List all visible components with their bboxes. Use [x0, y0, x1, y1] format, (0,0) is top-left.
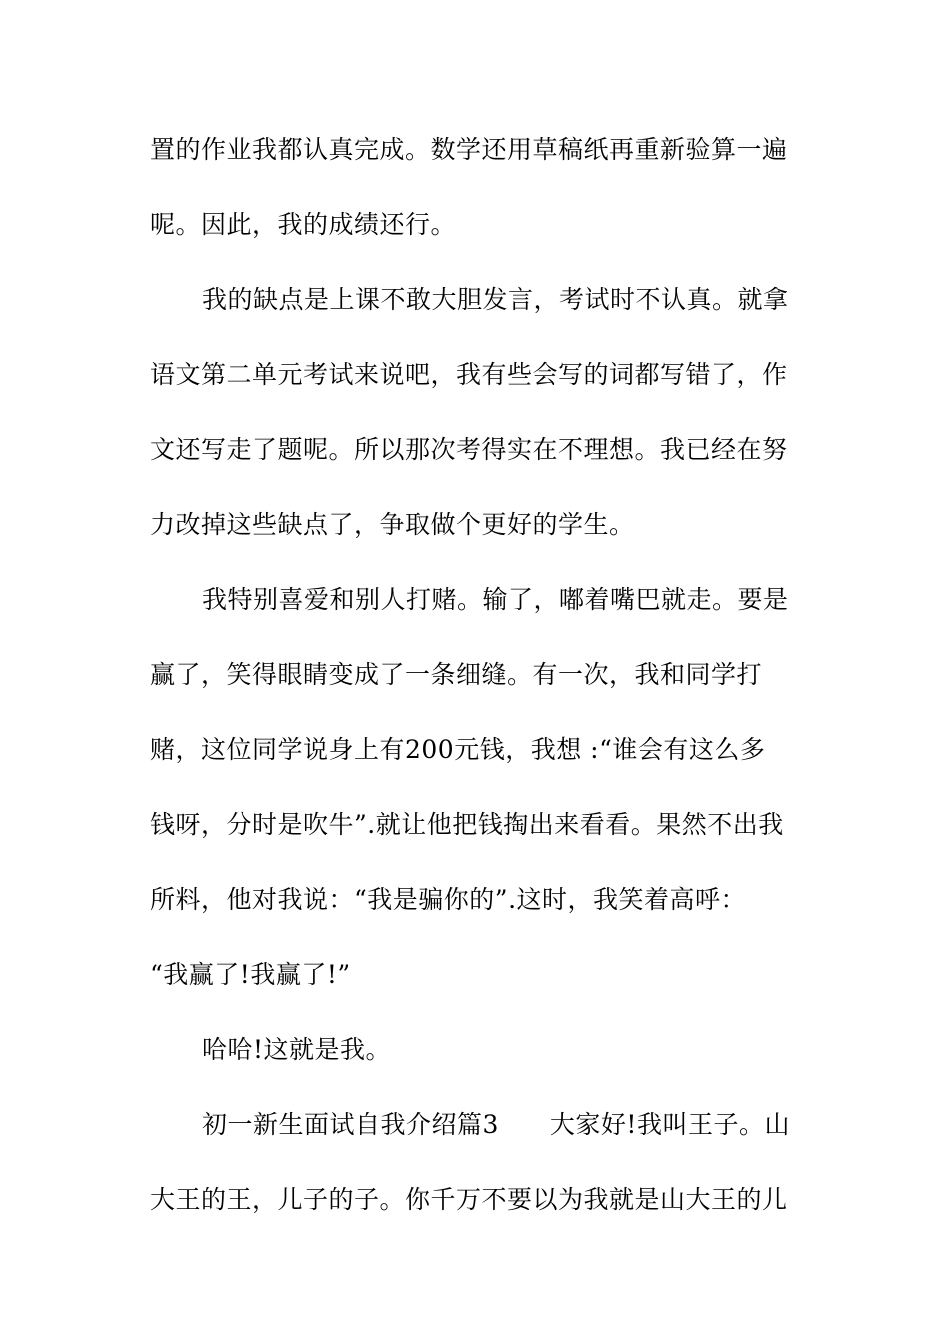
text-line: 所料，他对我说：“我是骗你的”.这时，我笑着高呼： [150, 885, 747, 914]
paragraph-start-line: 我的缺点是上课不敢大胆发言，考试时不认真。就拿 [202, 285, 789, 314]
text-line: “我赢了!我赢了!” [150, 960, 351, 989]
text-line: 大王的王，儿子的子。你千万不要以为我就是山大王的儿 [150, 1185, 788, 1214]
paragraph-start-line: 初一新生面试自我介绍篇3 大家好!我叫王子。山 [202, 1110, 790, 1139]
text-line: 赢了，笑得眼睛变成了一条细缝。有一次，我和同学打 [150, 660, 763, 689]
text-line: 置的作业我都认真完成。数学还用草稿纸再重新验算一遍 [150, 135, 788, 164]
paragraph-start-line: 哈哈!这就是我。 [202, 1035, 392, 1064]
text-line: 钱呀，分时是吹牛”.就让他把钱掏出来看看。果然不出我 [150, 810, 784, 839]
paragraph-start-line: 我特别喜爱和别人打赌。输了，嘟着嘴巴就走。要是 [202, 585, 789, 614]
text-line: 文还写走了题呢。所以那次考得实在不理想。我已经在努 [150, 435, 788, 464]
text-line: 赌，这位同学说身上有200元钱，我想 :“谁会有这么多 [150, 735, 766, 764]
text-line: 呢。因此，我的成绩还行。 [150, 210, 457, 239]
text-line: 力改掉这些缺点了，争取做个更好的学生。 [150, 510, 635, 539]
text-line: 语文第二单元考试来说吧，我有些会写的词都写错了，作 [150, 360, 788, 389]
